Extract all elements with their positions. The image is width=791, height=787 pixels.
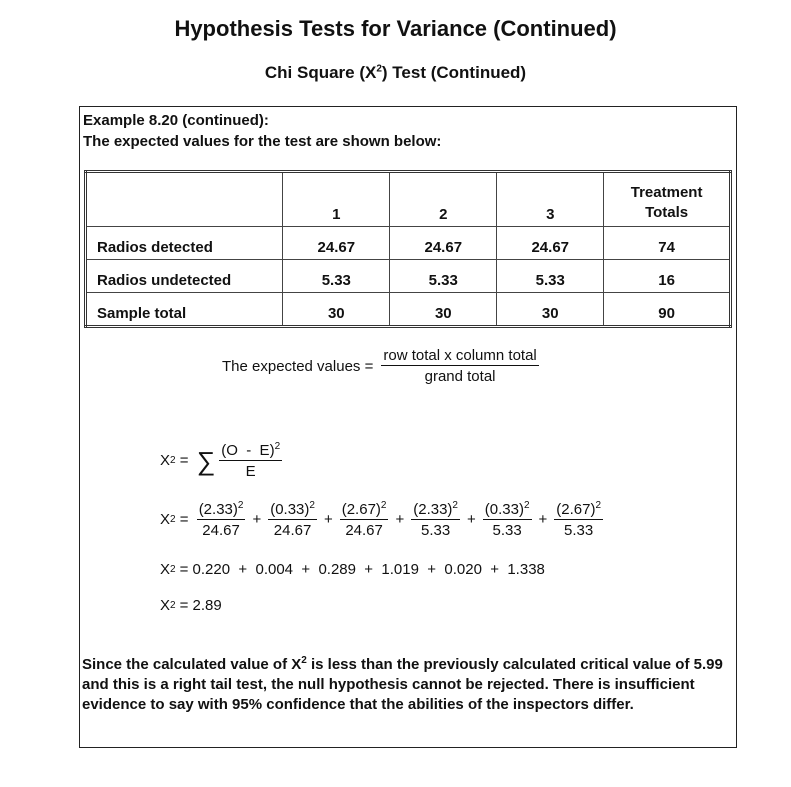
fraction-numerator	[411, 500, 460, 520]
chi-sum-values: = 0.220 + 0.004 + 0.289 + 1.019 + 0.020 + 1.338	[179, 561, 545, 578]
chi-term-fraction	[268, 500, 317, 539]
table-header-cell	[604, 172, 731, 227]
chi-symbol: X	[160, 511, 171, 528]
table-cell: 90	[604, 293, 731, 327]
table-cell: 5.33	[390, 260, 497, 293]
conclusion-part2: is less than the previously calculated critical value of 5.99 and this is a right tail test, the null hypothesis cannot be rejected. There is insufficient evidence to say with 95% confidence that the abilities of the inspectors differ.	[82, 656, 723, 713]
term-numerator-text: (2.67)	[556, 501, 596, 518]
example-heading: Example 8.20 (continued):	[83, 112, 269, 129]
chi-term-fraction	[340, 500, 389, 539]
sigma-symbol: ∑	[196, 445, 216, 476]
chi-symbol: X	[160, 452, 171, 469]
term-numerator-sup: 2	[380, 500, 387, 511]
fraction-numerator	[554, 500, 603, 520]
numerator-sup: 2	[274, 441, 281, 452]
chi-symbol: X	[160, 597, 171, 614]
expected-values-table	[84, 170, 732, 328]
plus-sign: +	[252, 511, 262, 528]
plus-sign: +	[466, 511, 476, 528]
chi-term-fraction	[483, 500, 532, 539]
table-cell: Sample total	[86, 293, 283, 327]
term-numerator-text: (0.33)	[270, 501, 310, 518]
term-numerator-sup: 2	[452, 500, 458, 511]
chi-sup: 2	[170, 564, 176, 575]
chi-symbol: X	[160, 561, 171, 578]
fraction-denominator: 5.33	[492, 522, 522, 539]
fraction-numerator	[197, 500, 246, 520]
table-header-row	[86, 172, 731, 227]
table-cell: 5.33	[497, 260, 604, 293]
example-intro: The expected values for the test are shown below:	[83, 133, 442, 150]
fraction-denominator: 5.33	[421, 522, 451, 539]
treatment-totals-header: Treatment Totals	[630, 184, 703, 221]
chi-sup: 2	[170, 514, 176, 525]
plus-sign: +	[395, 511, 405, 528]
expected-label: The expected values =	[222, 357, 374, 375]
numerator-text: (O - E)	[221, 442, 275, 459]
chi-sup: 2	[170, 600, 176, 611]
fraction-numerator	[483, 500, 532, 520]
page-title: Hypothesis Tests for Variance (Continued)	[174, 16, 617, 41]
expected-fraction	[381, 347, 538, 385]
chi-square-definition	[160, 441, 282, 480]
fraction-denominator: E	[245, 463, 256, 480]
table-cell: 30	[497, 293, 604, 327]
chi-term-fraction	[554, 500, 603, 539]
table-cell: 16	[604, 260, 731, 293]
subtitle-sup: 2	[376, 63, 382, 75]
table-cell: 30	[283, 293, 390, 327]
table-header-cell	[86, 172, 283, 227]
term-numerator-text: (2.33)	[413, 501, 453, 518]
table-cell: 74	[604, 227, 731, 260]
chi-result-value: = 2.89	[179, 597, 222, 614]
subtitle-prefix: Chi Square (X	[264, 63, 377, 82]
table-header-cell: 3	[497, 172, 604, 227]
table-row	[86, 293, 731, 327]
table-cell: Radios undetected	[86, 260, 283, 293]
conclusion-text	[82, 651, 734, 715]
chi-term-fraction	[197, 500, 246, 539]
subtitle-suffix: ) Test (Continued)	[381, 63, 527, 82]
table-header-cell: 2	[390, 172, 497, 227]
chi-sup: 2	[170, 455, 176, 466]
table-row	[86, 227, 731, 260]
fraction-denominator: 24.67	[273, 522, 312, 539]
fraction-numerator: row total x column total	[383, 347, 537, 364]
example-header	[83, 110, 441, 152]
chi-square-terms-line	[160, 500, 603, 539]
chi-definition-fraction	[219, 441, 282, 480]
fraction-numerator	[268, 500, 317, 520]
term-numerator-text: (0.33)	[484, 501, 524, 518]
conclusion-sup: 2	[301, 655, 307, 666]
table-cell: 24.67	[497, 227, 604, 260]
chi-square-sum-line	[160, 561, 545, 578]
table-cell: 30	[390, 293, 497, 327]
chi-square-result-line	[160, 597, 222, 614]
table-header-cell: 1	[283, 172, 390, 227]
table-cell: Radios detected	[86, 227, 283, 260]
equals-sign: =	[175, 452, 193, 469]
plus-sign: +	[323, 511, 333, 528]
conclusion-part1: Since the calculated value of X	[82, 656, 302, 673]
fraction-denominator: 5.33	[564, 522, 594, 539]
fraction-denominator: grand total	[424, 368, 496, 385]
table-cell: 5.33	[283, 260, 390, 293]
term-numerator-sup: 2	[523, 500, 530, 511]
page-subtitle	[0, 63, 791, 83]
term-numerator-sup: 2	[595, 500, 602, 511]
example-box	[79, 106, 737, 748]
fraction-numerator	[219, 441, 282, 461]
fraction-denominator: 24.67	[345, 522, 383, 539]
table-row	[86, 260, 731, 293]
table-cell: 24.67	[390, 227, 497, 260]
term-numerator-sup: 2	[309, 500, 315, 511]
plus-sign: +	[538, 511, 548, 528]
term-numerator-text: (2.33)	[198, 501, 238, 518]
term-numerator-text: (2.67)	[341, 501, 381, 518]
term-numerator-sup: 2	[237, 500, 244, 511]
fraction-denominator: 24.67	[202, 522, 240, 539]
equals-sign: =	[175, 511, 193, 528]
table-cell: 24.67	[283, 227, 390, 260]
fraction-numerator	[340, 500, 389, 520]
expected-values-formula	[222, 347, 539, 385]
chi-term-fraction	[411, 500, 460, 539]
